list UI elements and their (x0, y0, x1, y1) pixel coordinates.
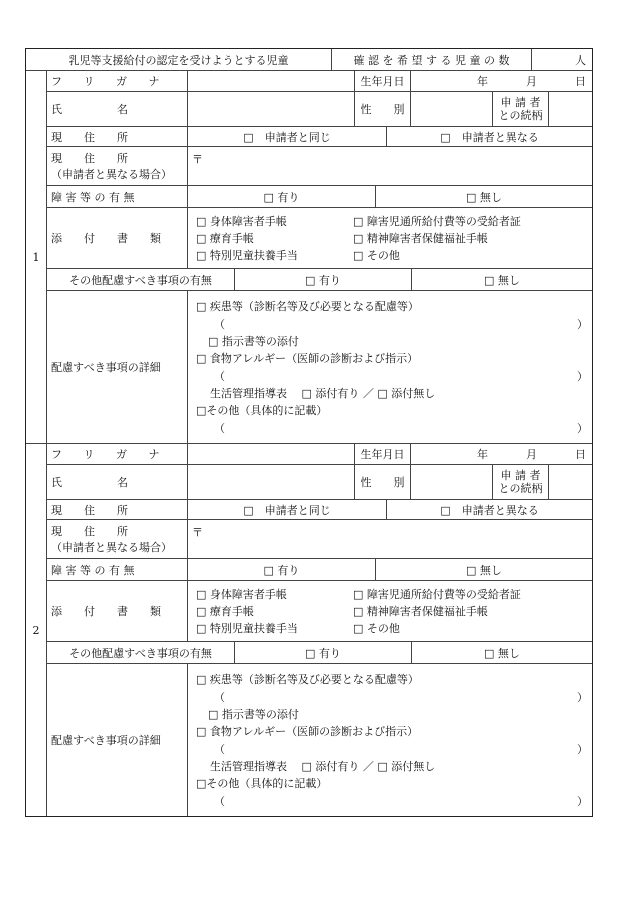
instruction-attach-checkbox[interactable]: □ 指示書等の添付 (208, 708, 299, 722)
birthdate-label: 生年月日 (355, 444, 411, 464)
attachments-label: 添 付 書 類 (47, 581, 188, 641)
other-yes-checkbox[interactable]: □ 有り (235, 269, 412, 290)
attach-allowance-checkbox[interactable]: □ 特別児童扶養手当 (196, 622, 298, 635)
birthdate-field[interactable] (411, 444, 592, 464)
allergy-checkbox[interactable]: □ 食物アレルギー（医師の診断および指示） (196, 352, 419, 366)
birth-day-unit: 日 (575, 448, 586, 461)
application-form (25, 48, 593, 817)
disease-checkbox[interactable]: □ 疾患等（診断名等及び必要となる配慮等） (196, 300, 419, 314)
address-label: 現 住 所 (47, 127, 188, 146)
address-same-checkbox[interactable]: □ 申請者と同じ (188, 500, 387, 519)
management-sheet-options[interactable]: 生活管理指導表 □ 添付有り ／ □ 添付無し (210, 759, 436, 773)
alt-address-field[interactable] (188, 147, 592, 185)
address-label: 現 住 所 (47, 500, 188, 519)
other-yes-checkbox[interactable]: □ 有り (235, 642, 412, 663)
disease-checkbox[interactable]: □ 疾患等（診断名等及び必要となる配慮等） (196, 673, 419, 687)
attach-physical-checkbox[interactable]: □ 身体障害者手帳 (196, 215, 287, 228)
attach-rehab-checkbox[interactable]: □ 療育手帳 (196, 232, 254, 245)
birth-month-unit: 月 (526, 75, 537, 88)
child-number: 2 (26, 444, 47, 816)
birth-day-unit: 日 (575, 75, 586, 88)
disability-label: 障 害 等 の 有 無 (47, 186, 188, 207)
sex-label: 性 別 (355, 92, 411, 126)
sex-field[interactable] (411, 465, 493, 499)
relation-field[interactable] (549, 465, 592, 499)
birth-month-unit: 月 (526, 448, 537, 461)
attach-allowance-checkbox[interactable]: □ 特別児童扶養手当 (196, 249, 298, 262)
other-no-checkbox[interactable]: □ 無し (484, 273, 520, 287)
furigana-label: フ リ ガ ナ (47, 444, 188, 464)
details-section (188, 664, 592, 816)
details-section (188, 291, 592, 443)
address-different-checkbox[interactable]: □ 申請者と異なる (440, 130, 539, 144)
attach-certificate-checkbox[interactable]: □ 障害児通所給付費等の受給者証 (353, 588, 521, 601)
attach-rehab-checkbox[interactable]: □ 療育手帳 (196, 605, 254, 618)
other-detail-checkbox[interactable]: □その他（具体的に記載） (196, 777, 328, 791)
attach-mental-checkbox[interactable]: □ 精神障害者保健福祉手帳 (353, 605, 488, 618)
disability-yes-checkbox[interactable]: □ 有り (188, 559, 376, 580)
attachments-options (188, 208, 592, 268)
other-no-checkbox[interactable]: □ 無し (484, 646, 520, 660)
relation-label: 申 請 者 との続柄 (493, 92, 549, 126)
birthdate-field[interactable] (411, 71, 592, 91)
furigana-label: フ リ ガ ナ (47, 71, 188, 91)
header-row (26, 49, 592, 71)
allergy-detail-field[interactable]: （ ） (214, 742, 588, 756)
sex-field[interactable] (411, 92, 493, 126)
other-considerations-label: その他配慮すべき事項の有無 (47, 642, 235, 663)
alt-address-field[interactable] (188, 520, 592, 558)
alt-address-label: 現 住 所 （申請者と異なる場合） (47, 147, 188, 185)
disability-label: 障 害 等 の 有 無 (47, 559, 188, 580)
attach-physical-checkbox[interactable]: □ 身体障害者手帳 (196, 588, 287, 601)
disability-no-checkbox[interactable]: □ 無し (466, 563, 502, 577)
child-block-2 (26, 444, 592, 816)
furigana-field[interactable] (188, 444, 355, 464)
attach-other-checkbox[interactable]: □ その他 (353, 249, 400, 262)
details-label: 配慮すべき事項の詳細 (47, 291, 188, 443)
name-label: 氏 名 (47, 465, 188, 499)
alt-address-label: 現 住 所 （申請者と異なる場合） (47, 520, 188, 558)
child-count-field[interactable] (532, 49, 592, 70)
name-label: 氏 名 (47, 92, 188, 126)
disease-detail-field[interactable]: （ ） (214, 317, 588, 331)
child-count-label: 確 認 を 希 望 す る 児 童 の 数 (332, 49, 532, 70)
other-detail-field[interactable]: （ ） (214, 421, 588, 435)
name-field[interactable] (188, 92, 355, 126)
address-different-checkbox[interactable]: □ 申請者と異なる (440, 503, 539, 517)
allergy-detail-field[interactable]: （ ） (214, 369, 588, 383)
attachments-options (188, 581, 592, 641)
details-label: 配慮すべき事項の詳細 (47, 664, 188, 816)
birth-year-unit: 年 (477, 75, 488, 88)
attach-certificate-checkbox[interactable]: □ 障害児通所給付費等の受給者証 (353, 215, 521, 228)
relation-label: 申 請 者 との続柄 (493, 465, 549, 499)
other-detail-checkbox[interactable]: □その他（具体的に記載） (196, 404, 328, 418)
allergy-checkbox[interactable]: □ 食物アレルギー（医師の診断および指示） (196, 725, 419, 739)
birthdate-label: 生年月日 (355, 71, 411, 91)
postal-mark: 〒 (192, 526, 203, 539)
attach-other-checkbox[interactable]: □ その他 (353, 622, 400, 635)
furigana-field[interactable] (188, 71, 355, 91)
child-count-unit: 人 (575, 53, 586, 67)
postal-mark: 〒 (192, 153, 203, 166)
relation-field[interactable] (549, 92, 592, 126)
attachments-label: 添 付 書 類 (47, 208, 188, 268)
sex-label: 性 別 (355, 465, 411, 499)
other-considerations-label: その他配慮すべき事項の有無 (47, 269, 235, 290)
disability-yes-checkbox[interactable]: □ 有り (188, 186, 376, 207)
child-block-1 (26, 71, 592, 444)
birth-year-unit: 年 (477, 448, 488, 461)
name-field[interactable] (188, 465, 355, 499)
child-number: 1 (26, 71, 47, 443)
disease-detail-field[interactable]: （ ） (214, 690, 588, 704)
attach-mental-checkbox[interactable]: □ 精神障害者保健福祉手帳 (353, 232, 488, 245)
disability-no-checkbox[interactable]: □ 無し (466, 190, 502, 204)
management-sheet-options[interactable]: 生活管理指導表 □ 添付有り ／ □ 添付無し (210, 386, 436, 400)
other-detail-field[interactable]: （ ） (214, 794, 588, 808)
instruction-attach-checkbox[interactable]: □ 指示書等の添付 (208, 335, 299, 349)
address-same-checkbox[interactable]: □ 申請者と同じ (188, 127, 387, 146)
header-title: 乳児等支援給付の認定を受けようとする児童 (26, 49, 332, 70)
